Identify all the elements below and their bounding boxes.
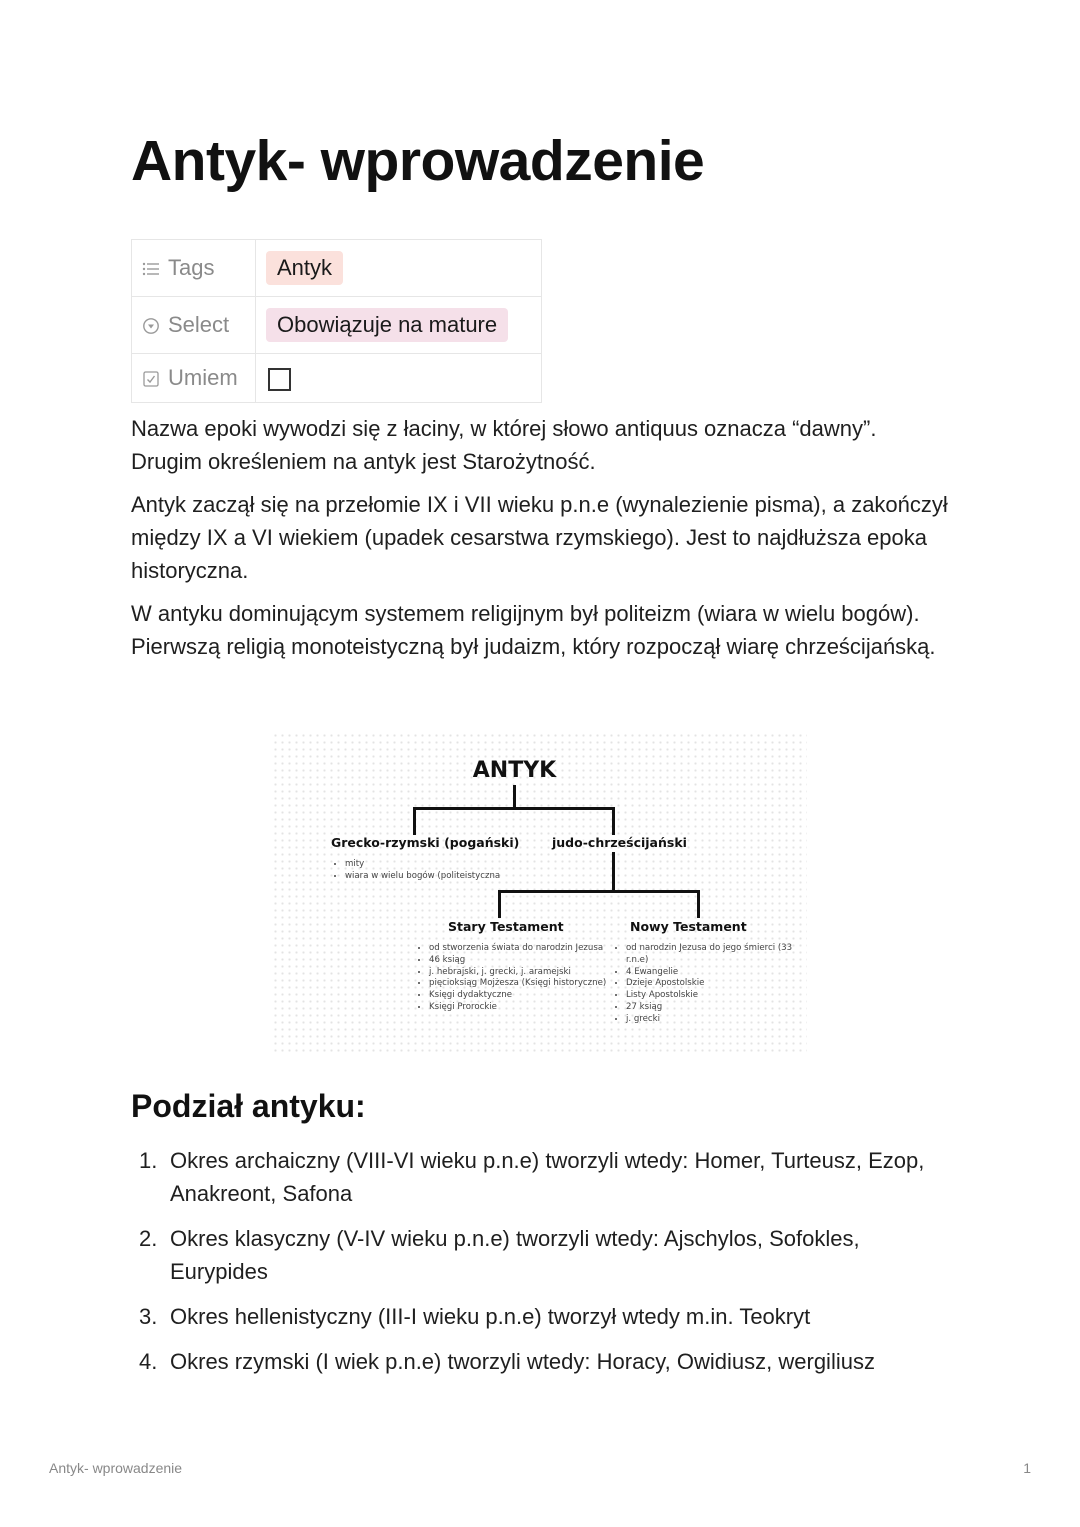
list-item: • Dzieje Apostolskie [626, 978, 796, 990]
property-key-label: Umiem [168, 365, 238, 390]
property-row-select [132, 297, 542, 354]
property-value[interactable] [256, 240, 542, 297]
list-item: • od narodzin Jezusa do jego śmierci (33 r.n.e) [626, 943, 796, 967]
checkbox-property-icon [142, 370, 160, 388]
property-key[interactable] [132, 354, 256, 403]
paragraph-religion: W antyku dominującym systemem religijnym był politeizm (wiara w wielu bogów). Pierwszą religią monoteistyczną był judaizm, który rozpoczął wiarę chrześcijańską. [131, 601, 936, 659]
list-item: • mity [345, 859, 500, 871]
list-item: • Księgi dydaktyczne [429, 990, 609, 1002]
select-pill[interactable]: Obowiązuje na mature [266, 308, 508, 342]
list-number: 1. [139, 1148, 158, 1173]
list-item [131, 1345, 931, 1378]
list-item: • wiara w wielu bogów (politeistyczna [345, 871, 500, 883]
umiem-checkbox[interactable] [268, 368, 291, 391]
list-text: Okres archaiczny (VIII-VI wieku p.n.e) tworzyli wtedy: Homer, Turteusz, Ezop, Anakreont, Safona [170, 1148, 925, 1206]
paragraph-etymology: Nazwa epoki wywodzi się z łaciny, w której słowo antiquus oznacza “dawny”. Drugim określeniem na antyk jest Starożytność. [131, 416, 877, 474]
node-grecko-rzymski: Grecko-rzymski (pogański) [331, 835, 520, 850]
property-key-label: Tags [168, 255, 215, 280]
list-icon [142, 262, 160, 276]
antyk-tree-diagram [272, 732, 807, 1054]
connector-line [612, 852, 615, 892]
node-judo-chrzescijanski: judo-chrześcijański [552, 835, 687, 850]
list-item: • Księgi Prorockie [429, 1002, 609, 1014]
property-value[interactable] [256, 354, 542, 403]
tag-pill[interactable]: Antyk [266, 251, 343, 285]
list-text: Okres hellenistyczny (III-I wieku p.n.e) tworzył wtedy m.in. Teokryt [170, 1304, 811, 1329]
property-key-label: Select [168, 312, 230, 337]
list-item: • Listy Apostolskie [626, 990, 796, 1002]
list-item [131, 1300, 931, 1333]
list-item [131, 1222, 931, 1288]
connector-line [413, 807, 615, 810]
property-row-tags [132, 240, 542, 297]
list-item: • od stworzenia świata do narodzin Jezusa [429, 943, 609, 955]
connector-line [697, 890, 700, 918]
connector-line [498, 890, 501, 918]
list-number: 4. [139, 1349, 158, 1374]
connector-line [498, 890, 700, 893]
select-circle-icon [142, 317, 160, 335]
node-nowy-testament: Nowy Testament [630, 919, 747, 934]
list-item: • j. hebrajski, j. grecki, j. aramejski [429, 967, 609, 979]
property-key[interactable] [132, 240, 256, 297]
properties-table [131, 239, 542, 403]
nowy-testament-list [612, 943, 796, 1026]
property-value[interactable] [256, 297, 542, 354]
property-key[interactable] [132, 297, 256, 354]
periods-list [131, 1144, 931, 1390]
footer-title: Antyk- wprowadzenie [49, 1460, 183, 1476]
page-title: Antyk- wprowadzenie [131, 129, 705, 193]
diagram-title: ANTYK [472, 758, 557, 783]
list-item: • 27 ksiąg [626, 1002, 796, 1014]
page-number: 1 [1023, 1460, 1031, 1476]
connector-line [513, 785, 516, 809]
list-text: Okres rzymski (I wiek p.n.e) tworzyli wtedy: Horacy, Owidiusz, wergiliusz [170, 1349, 875, 1374]
list-item: • 46 ksiąg [429, 955, 609, 967]
section-heading: Podział antyku: [131, 1088, 366, 1124]
connector-line [413, 807, 416, 835]
list-item: • 4 Ewangelie [626, 967, 796, 979]
list-item: • j. grecki [626, 1014, 796, 1026]
list-number: 3. [139, 1304, 158, 1329]
list-item [131, 1144, 931, 1210]
stary-testament-list [415, 943, 609, 1014]
connector-line [612, 807, 615, 835]
list-text: Okres klasyczny (V-IV wieku p.n.e) tworzyli wtedy: Ajschylos, Sofokles, Eurypides [170, 1226, 860, 1284]
list-number: 2. [139, 1226, 158, 1251]
property-row-umiem [132, 354, 542, 403]
node-stary-testament: Stary Testament [448, 919, 564, 934]
paragraph-timeline: Antyk zaczął się na przełomie IX i VII wieku p.n.e (wynalezienie pisma), a zakończył między IX a VI wiekiem (upadek cesarstwa rzymskiego). Jest to najdłuższa epoka historyczna. [131, 492, 948, 583]
list-item: • pięcioksiąg Mojżesza (Księgi historyczne) [429, 978, 609, 990]
grecko-rzymski-list [331, 859, 500, 883]
